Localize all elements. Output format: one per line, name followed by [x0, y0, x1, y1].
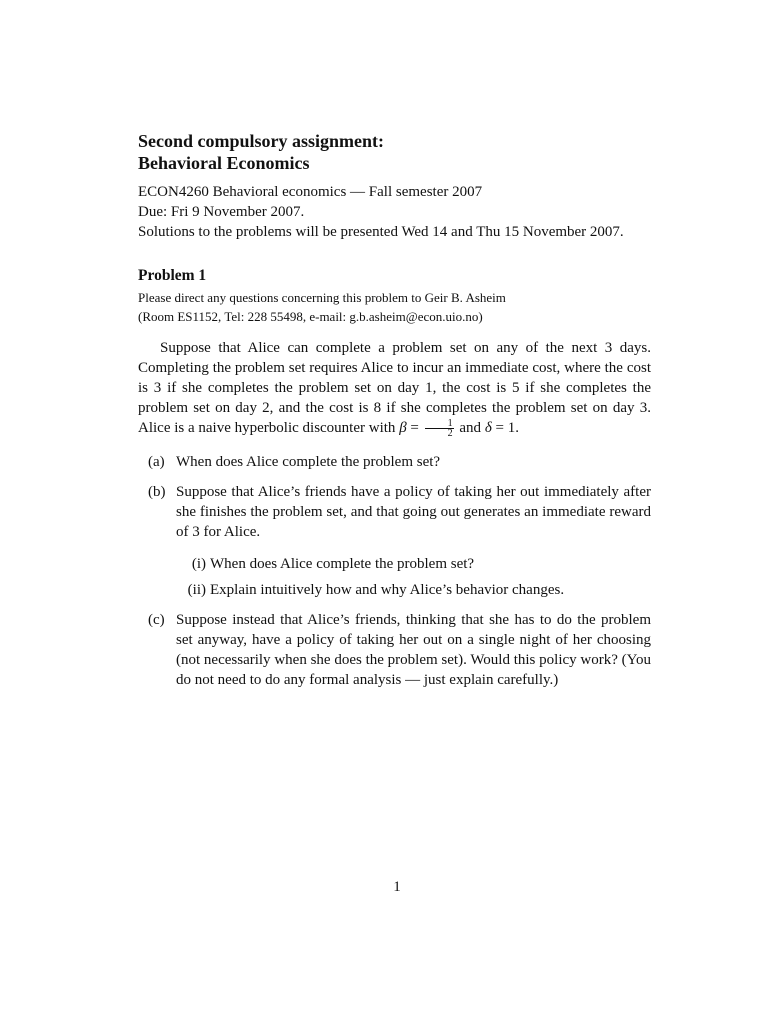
contact-line-2: (Room ES1152, Tel: 228 55498, e-mail: g.b.asheim@econ.uio.no) — [138, 309, 483, 324]
delta-value: = 1. — [491, 420, 520, 436]
due-line: Due: Fri 9 November 2007. — [138, 204, 305, 220]
item-marker: (b) — [148, 484, 166, 501]
list-item — [138, 452, 651, 472]
problem-contact — [138, 288, 651, 326]
fraction-numerator: 1 — [425, 419, 454, 429]
assignment-meta — [138, 182, 651, 242]
and-word: and — [455, 420, 482, 436]
course-line: ECON4260 Behavioral economics — Fall semester 2007 — [138, 184, 483, 200]
fraction-denominator: 2 — [447, 428, 453, 440]
list-item — [138, 482, 651, 600]
list-item — [138, 610, 651, 690]
item-text: Suppose instead that Alice’s friends, thinking that she has to do the problem set anyway, have a policy of taking her out on a single night of her choosing (not necessarily when she does the problem set). Would this policy work? (You do not need to do any formal analysis — just explain carefully.) — [176, 612, 651, 689]
intro-text: Suppose that Alice can complete a problem set on any of the next 3 days. Completing the problem set requires Alice to incur an immediate cost, where the cost is 3 if she completes the problem set on day 1, the cost is 5 if she completes the problem set on day 2, and the cost is 8 if she completes the problem set on day 3. Alice is a naive hyperbolic discounter with — [138, 340, 651, 436]
page-content — [138, 130, 651, 700]
item-text: Suppose that Alice’s friends have a policy of taking her out immediately after she finishes the problem set, and that going out generates an immediate reward of 3 for Alice. — [176, 484, 651, 541]
page-number: 1 — [393, 879, 401, 895]
one-half-fraction — [425, 419, 454, 438]
item-marker: (a) — [148, 454, 165, 471]
title-line-1: Second compulsory assignment: — [138, 131, 385, 151]
subitem-text: When does Alice complete the problem set? — [210, 556, 475, 573]
equals-sign: = — [406, 420, 423, 436]
solutions-line: Solutions to the problems will be presented Wed 14 and Thu 15 November 2007. — [138, 224, 624, 240]
problem-items — [138, 452, 651, 690]
item-text: When does Alice complete the problem set? — [176, 454, 441, 471]
document-title — [138, 130, 651, 174]
problem-heading: Problem 1 — [138, 267, 207, 284]
delta-symbol: δ — [484, 420, 492, 436]
problem-intro-paragraph — [138, 338, 651, 438]
contact-line-1: Please direct any questions concerning this problem to Geir B. Asheim — [138, 290, 506, 305]
title-line-2: Behavioral Economics — [138, 153, 310, 173]
subitem-marker: (i) — [191, 556, 206, 573]
subitem-text: Explain intuitively how and why Alice’s behavior changes. — [210, 582, 565, 599]
sub-list-item — [176, 580, 651, 600]
beta-symbol: β — [399, 420, 407, 436]
item-marker: (c) — [148, 612, 165, 629]
sub-list-item — [176, 554, 651, 574]
subitem-marker: (ii) — [187, 582, 206, 599]
sub-items — [176, 554, 651, 600]
